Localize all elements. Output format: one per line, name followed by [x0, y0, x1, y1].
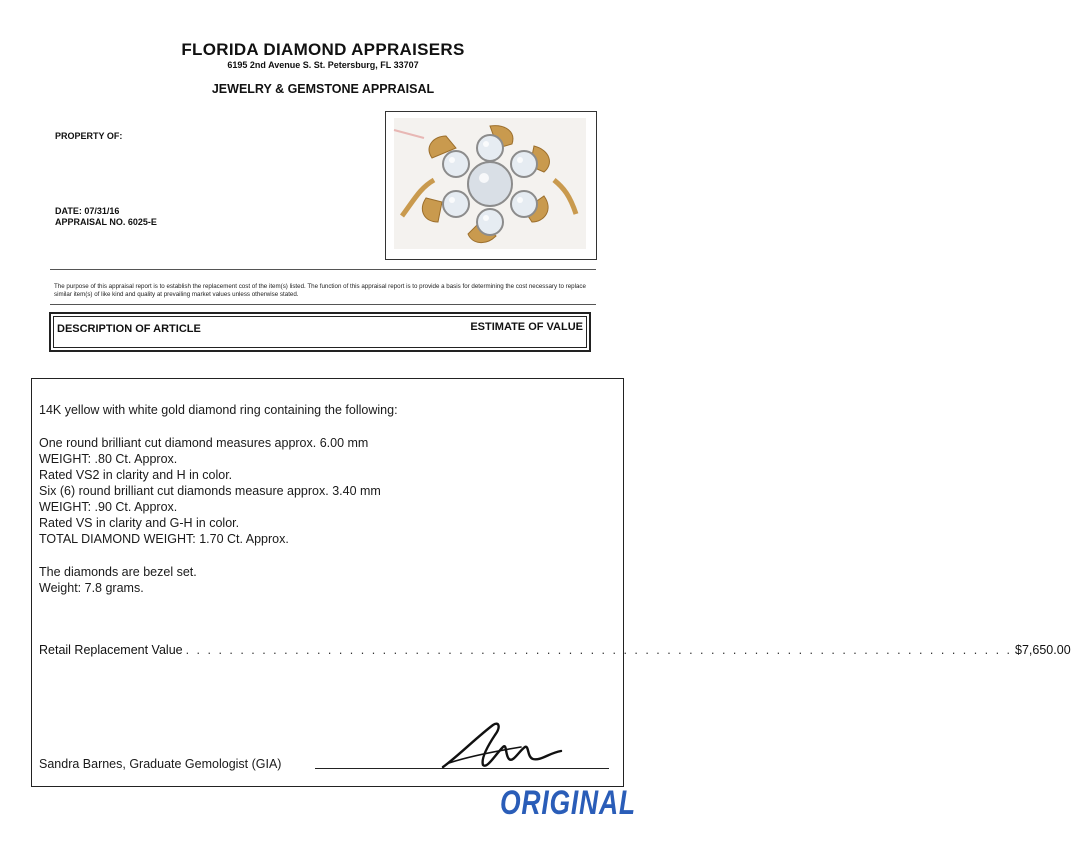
divider-bottom: [50, 304, 596, 305]
document-title: JEWELRY & GEMSTONE APPRAISAL: [211, 82, 435, 96]
article-line: Rated VS in clarity and G-H in color.: [39, 516, 240, 530]
retail-value-label: Retail Replacement Value: [39, 643, 183, 657]
company-name: FLORIDA DIAMOND APPRAISERS: [181, 40, 465, 59]
divider-top: [50, 269, 596, 270]
article-line: Rated VS2 in clarity and H in color.: [39, 468, 233, 482]
appraisal-date: DATE: 07/31/16: [55, 206, 120, 216]
purpose-statement: The purpose of this appraisal report is to establish the replacement cost of the item(s) listed. The function of this appraisal report is to provide a basis for determining the cost necessary to replace similar item(s) of like kind and quality at prevailing market values unless otherwise stated.: [54, 283, 586, 298]
article-line: Six (6) round brilliant cut diamonds measure approx. 3.40 mm: [39, 484, 381, 498]
article-line: WEIGHT: .80 Ct. Approx.: [39, 452, 178, 466]
handwritten-signature: [437, 717, 567, 775]
ring-photo-frame: [385, 111, 597, 260]
description-column-label: DESCRIPTION OF ARTICLE: [57, 323, 201, 335]
setting-note: The diamonds are bezel set.: [39, 565, 197, 579]
retail-value-line: [39, 643, 1071, 657]
article-line: WEIGHT: .90 Ct. Approx.: [39, 500, 178, 514]
appraisal-number: APPRAISAL NO. 6025-E: [55, 217, 157, 227]
dot-leader: . . . . . . . . . . . . . . . . . . . . . . . . . . . . . . . . . . . . . . . . . . . . . . . . . . . . . . . . . . . . . . . . . . . . . . . . . . . .: [185, 643, 1013, 657]
article-line: TOTAL DIAMOND WEIGHT: 1.70 Ct. Approx.: [39, 532, 289, 546]
original-stamp: ORIGINAL: [500, 784, 636, 822]
estimate-column-label: ESTIMATE OF VALUE: [470, 321, 583, 333]
article-description-box: [31, 378, 1071, 787]
article-line: One round brilliant cut diamond measures approx. 6.00 mm: [39, 436, 369, 450]
company-address: 6195 2nd Avenue S. St. Petersburg, FL 33707: [227, 60, 419, 70]
appraiser-name: Sandra Barnes, Graduate Gemologist (GIA): [39, 757, 282, 771]
weight-note: Weight: 7.8 grams.: [39, 581, 144, 595]
column-header-box: [49, 312, 591, 352]
retail-value-amount: $7,650.00: [1015, 643, 1071, 657]
article-intro: 14K yellow with white gold diamond ring containing the following:: [39, 403, 398, 417]
property-of-label: PROPERTY OF:: [55, 131, 123, 141]
ring-photo: [394, 118, 586, 249]
